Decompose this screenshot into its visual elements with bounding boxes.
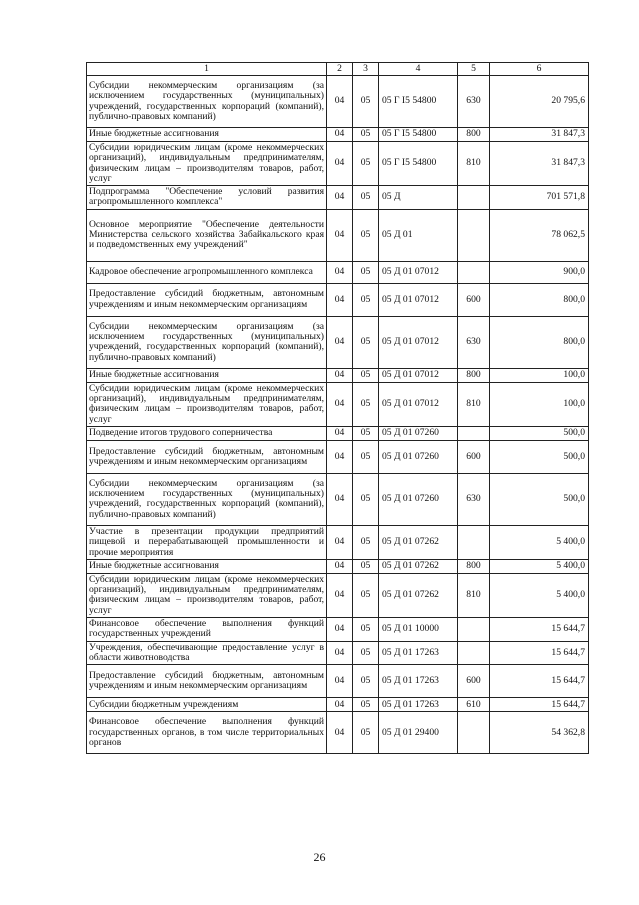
subsection-code-cell: 05 [353,712,379,754]
amount-cell: 54 362,8 [490,712,589,754]
subsection-code-cell: 05 [353,128,379,142]
amount-cell: 5 400,0 [490,573,589,617]
subsection-code-cell: 05 [353,261,379,283]
expense-type-cell: 630 [458,473,490,525]
table-body [87,76,589,754]
amount-cell: 5 400,0 [490,559,589,573]
amount-cell: 31 847,3 [490,128,589,142]
section-code-cell: 04 [327,283,353,316]
subsection-code-cell: 05 [353,368,379,382]
item-name-cell: Подведение итогов трудового соперничества [87,426,327,440]
target-article-cell: 05 Д 01 07012 [379,368,458,382]
header-cell: 4 [379,63,458,76]
header-cell: 1 [87,63,327,76]
item-name-cell: Кадровое обеспечение агропромышленного комплекса [87,261,327,283]
item-name-cell: Основное мероприятие "Обеспечение деятельности Министерства сельского хозяйства Забайкальского края и подведомственных ему учреждений" [87,209,327,261]
table-row [87,440,589,473]
expense-type-cell [458,525,490,559]
item-name-cell: Субсидии юридическим лицам (кроме некоммерческих организаций), индивидуальным предпринимателям, физическим лицам – производителям товаров, работ, услуг [87,573,327,617]
expense-type-cell [458,261,490,283]
table-row [87,209,589,261]
target-article-cell: 05 Д 01 17263 [379,698,458,712]
section-code-cell: 04 [327,440,353,473]
table-row [87,368,589,382]
expense-type-cell [458,209,490,261]
subsection-code-cell: 05 [353,76,379,128]
amount-cell: 78 062,5 [490,209,589,261]
amount-cell: 20 795,6 [490,76,589,128]
expense-type-cell: 810 [458,142,490,186]
item-name-cell: Подпрограмма "Обеспечение условий развития агропромышленного комплекса" [87,186,327,210]
expense-type-cell: 600 [458,665,490,698]
item-name-cell: Предоставление субсидий бюджетным, автономным учреждениям и иным некоммерческим организациям [87,440,327,473]
item-name-cell: Участие в презентации продукции предприятий пищевой и перерабатывающей промышленности и прочие мероприятия [87,525,327,559]
subsection-code-cell: 05 [353,618,379,642]
section-code-cell: 04 [327,426,353,440]
subsection-code-cell: 05 [353,473,379,525]
target-article-cell: 05 Д 01 07012 [379,261,458,283]
expense-type-cell: 600 [458,283,490,316]
section-code-cell: 04 [327,382,353,426]
item-name-cell: Субсидии некоммерческим организациям (за исключением государственных (муниципальных) учреждений, государственных корпораций (компаний), публично-правовых компаний) [87,473,327,525]
item-name-cell: Финансовое обеспечение выполнения функций государственных органов, в том числе территориальных органов [87,712,327,754]
target-article-cell: 05 Д 01 17263 [379,641,458,665]
item-name-cell: Субсидии бюджетным учреждениям [87,698,327,712]
amount-cell: 500,0 [490,473,589,525]
section-code-cell: 04 [327,209,353,261]
budget-table [86,62,589,754]
target-article-cell: 05 Д 01 07012 [379,316,458,368]
section-code-cell: 04 [327,261,353,283]
expense-type-cell: 800 [458,128,490,142]
item-name-cell: Иные бюджетные ассигнования [87,368,327,382]
target-article-cell: 05 Д 01 07262 [379,573,458,617]
table-row [87,698,589,712]
amount-cell: 5 400,0 [490,525,589,559]
table-row [87,142,589,186]
table-row [87,76,589,128]
expense-type-cell: 800 [458,559,490,573]
table-row [87,641,589,665]
header-cell: 6 [490,63,589,76]
section-code-cell: 04 [327,573,353,617]
target-article-cell: 05 Д 01 07262 [379,525,458,559]
subsection-code-cell: 05 [353,426,379,440]
subsection-code-cell: 05 [353,559,379,573]
section-code-cell: 04 [327,665,353,698]
table-row [87,573,589,617]
target-article-cell: 05 Г I5 54800 [379,142,458,186]
amount-cell: 800,0 [490,316,589,368]
expense-type-cell: 810 [458,573,490,617]
table-row [87,382,589,426]
section-code-cell: 04 [327,641,353,665]
section-code-cell: 04 [327,712,353,754]
item-name-cell: Иные бюджетные ассигнования [87,128,327,142]
table-row [87,665,589,698]
header-cell: 3 [353,63,379,76]
target-article-cell: 05 Д 01 07260 [379,440,458,473]
item-name-cell: Учреждения, обеспечивающие предоставление услуг в области животноводства [87,641,327,665]
expense-type-cell [458,712,490,754]
amount-cell: 701 571,8 [490,186,589,210]
expense-type-cell [458,641,490,665]
item-name-cell: Финансовое обеспечение выполнения функций государственных учреждений [87,618,327,642]
target-article-cell: 05 Д 01 [379,209,458,261]
table-row [87,525,589,559]
budget-table-sheet [86,62,589,754]
table-row [87,559,589,573]
section-code-cell: 04 [327,559,353,573]
target-article-cell: 05 Д 01 17263 [379,665,458,698]
table-row [87,316,589,368]
table-row [87,283,589,316]
item-name-cell: Субсидии юридическим лицам (кроме некоммерческих организаций), индивидуальным предпринимателям, физическим лицам – производителям товаров, работ, услуг [87,142,327,186]
subsection-code-cell: 05 [353,142,379,186]
target-article-cell: 05 Д [379,186,458,210]
target-article-cell: 05 Д 01 29400 [379,712,458,754]
subsection-code-cell: 05 [353,641,379,665]
page-number: 26 [313,850,326,864]
expense-type-cell [458,186,490,210]
amount-cell: 15 644,7 [490,618,589,642]
subsection-code-cell: 05 [353,283,379,316]
target-article-cell: 05 Д 01 07012 [379,382,458,426]
section-code-cell: 04 [327,525,353,559]
subsection-code-cell: 05 [353,698,379,712]
target-article-cell: 05 Д 01 07260 [379,473,458,525]
amount-cell: 15 644,7 [490,665,589,698]
item-name-cell: Субсидии некоммерческим организациям (за исключением государственных (муниципальных) учреждений, государственных корпораций (компаний), публично-правовых компаний) [87,316,327,368]
target-article-cell: 05 Г I5 54800 [379,128,458,142]
item-name-cell: Предоставление субсидий бюджетным, автономным учреждениям и иным некоммерческим организациям [87,665,327,698]
subsection-code-cell: 05 [353,382,379,426]
section-code-cell: 04 [327,186,353,210]
table-row [87,712,589,754]
amount-cell: 15 644,7 [490,641,589,665]
table-header-row [87,63,589,76]
item-name-cell: Предоставление субсидий бюджетным, автономным учреждениям и иным некоммерческим организациям [87,283,327,316]
amount-cell: 500,0 [490,440,589,473]
item-name-cell: Субсидии некоммерческим организациям (за исключением государственных (муниципальных) учреждений, государственных корпораций (компаний), публично-правовых компаний) [87,76,327,128]
target-article-cell: 05 Г I5 54800 [379,76,458,128]
target-article-cell: 05 Д 01 07260 [379,426,458,440]
expense-type-cell [458,426,490,440]
section-code-cell: 04 [327,618,353,642]
expense-type-cell [458,618,490,642]
amount-cell: 100,0 [490,382,589,426]
subsection-code-cell: 05 [353,525,379,559]
subsection-code-cell: 05 [353,186,379,210]
section-code-cell: 04 [327,128,353,142]
subsection-code-cell: 05 [353,573,379,617]
section-code-cell: 04 [327,76,353,128]
expense-type-cell: 610 [458,698,490,712]
section-code-cell: 04 [327,698,353,712]
header-cell: 2 [327,63,353,76]
table-row [87,473,589,525]
item-name-cell: Иные бюджетные ассигнования [87,559,327,573]
amount-cell: 15 644,7 [490,698,589,712]
target-article-cell: 05 Д 01 07262 [379,559,458,573]
subsection-code-cell: 05 [353,316,379,368]
table-row [87,261,589,283]
subsection-code-cell: 05 [353,209,379,261]
expense-type-cell: 810 [458,382,490,426]
expense-type-cell: 800 [458,368,490,382]
section-code-cell: 04 [327,142,353,186]
table-row [87,186,589,210]
subsection-code-cell: 05 [353,665,379,698]
amount-cell: 900,0 [490,261,589,283]
item-name-cell: Субсидии юридическим лицам (кроме некоммерческих организаций), индивидуальным предпринимателям, физическим лицам – производителям товаров, работ, услуг [87,382,327,426]
section-code-cell: 04 [327,316,353,368]
amount-cell: 800,0 [490,283,589,316]
header-cell: 5 [458,63,490,76]
section-code-cell: 04 [327,368,353,382]
expense-type-cell: 630 [458,76,490,128]
subsection-code-cell: 05 [353,440,379,473]
table-row [87,618,589,642]
expense-type-cell: 600 [458,440,490,473]
expense-type-cell: 630 [458,316,490,368]
table-row [87,426,589,440]
section-code-cell: 04 [327,473,353,525]
target-article-cell: 05 Д 01 07012 [379,283,458,316]
amount-cell: 500,0 [490,426,589,440]
amount-cell: 100,0 [490,368,589,382]
amount-cell: 31 847,3 [490,142,589,186]
target-article-cell: 05 Д 01 10000 [379,618,458,642]
table-row [87,128,589,142]
